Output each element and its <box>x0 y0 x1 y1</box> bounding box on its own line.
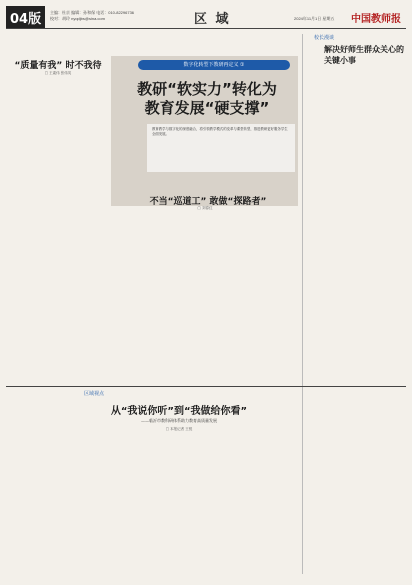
bottom-tag: 区域视点 <box>84 391 105 397</box>
sidebar-title: 解决好师生群众关心的关键小事 <box>324 45 404 65</box>
editor-meta <box>50 10 134 22</box>
left-article-title: “质量有我” 时不我待 <box>14 61 102 71</box>
header-divider <box>6 28 406 29</box>
bottom-article-subtitle: ——临沂市教科研体系助力教育高质量发展 <box>141 418 217 423</box>
feature-headline-line2: 教育发展“硬支撑” <box>144 99 270 117</box>
feature-tag: 数字化转型下教研再定义 ① <box>138 60 290 70</box>
issue-date: 2024年11月1日 星期五 <box>294 16 335 21</box>
feature-headline-line1: 教研“软实力”转化为 <box>137 80 277 98</box>
contact-line: 校对：胡玲 nyqdjbs@sina.com <box>50 16 105 21</box>
left-article-body-col1 <box>10 80 56 380</box>
editor-line: 主编：杜京 编辑：孙和保 电话：010-82296736 <box>50 10 135 15</box>
feature-headline <box>118 80 296 118</box>
page-number: 04版 <box>6 6 45 29</box>
sidebar-tag: 校长漫谈 <box>314 35 335 41</box>
bottom-article-title: 从“我说你听”到“我做给你看” <box>110 406 248 417</box>
sub-article-author: □ 刘春红 <box>197 206 213 210</box>
masthead-logo: 中国教师报 <box>351 14 401 25</box>
bottom-divider <box>6 386 406 387</box>
sub-article-title: 不当“巡道工” 敢做“探路者” <box>149 197 267 207</box>
left-article-author: □ 王素伟 张伟英 <box>44 71 72 75</box>
sidebar-divider <box>302 34 303 574</box>
bottom-article-author: □ 本报记者 王悦 <box>165 427 193 431</box>
feature-summary-box <box>147 124 295 172</box>
feature-summary: 教育教学与数字化的深度融合，将引领教学模式的变革与课堂转型，推进教研更好服务学生全面发展。 <box>152 127 288 136</box>
section-title: 区 域 <box>194 12 231 27</box>
